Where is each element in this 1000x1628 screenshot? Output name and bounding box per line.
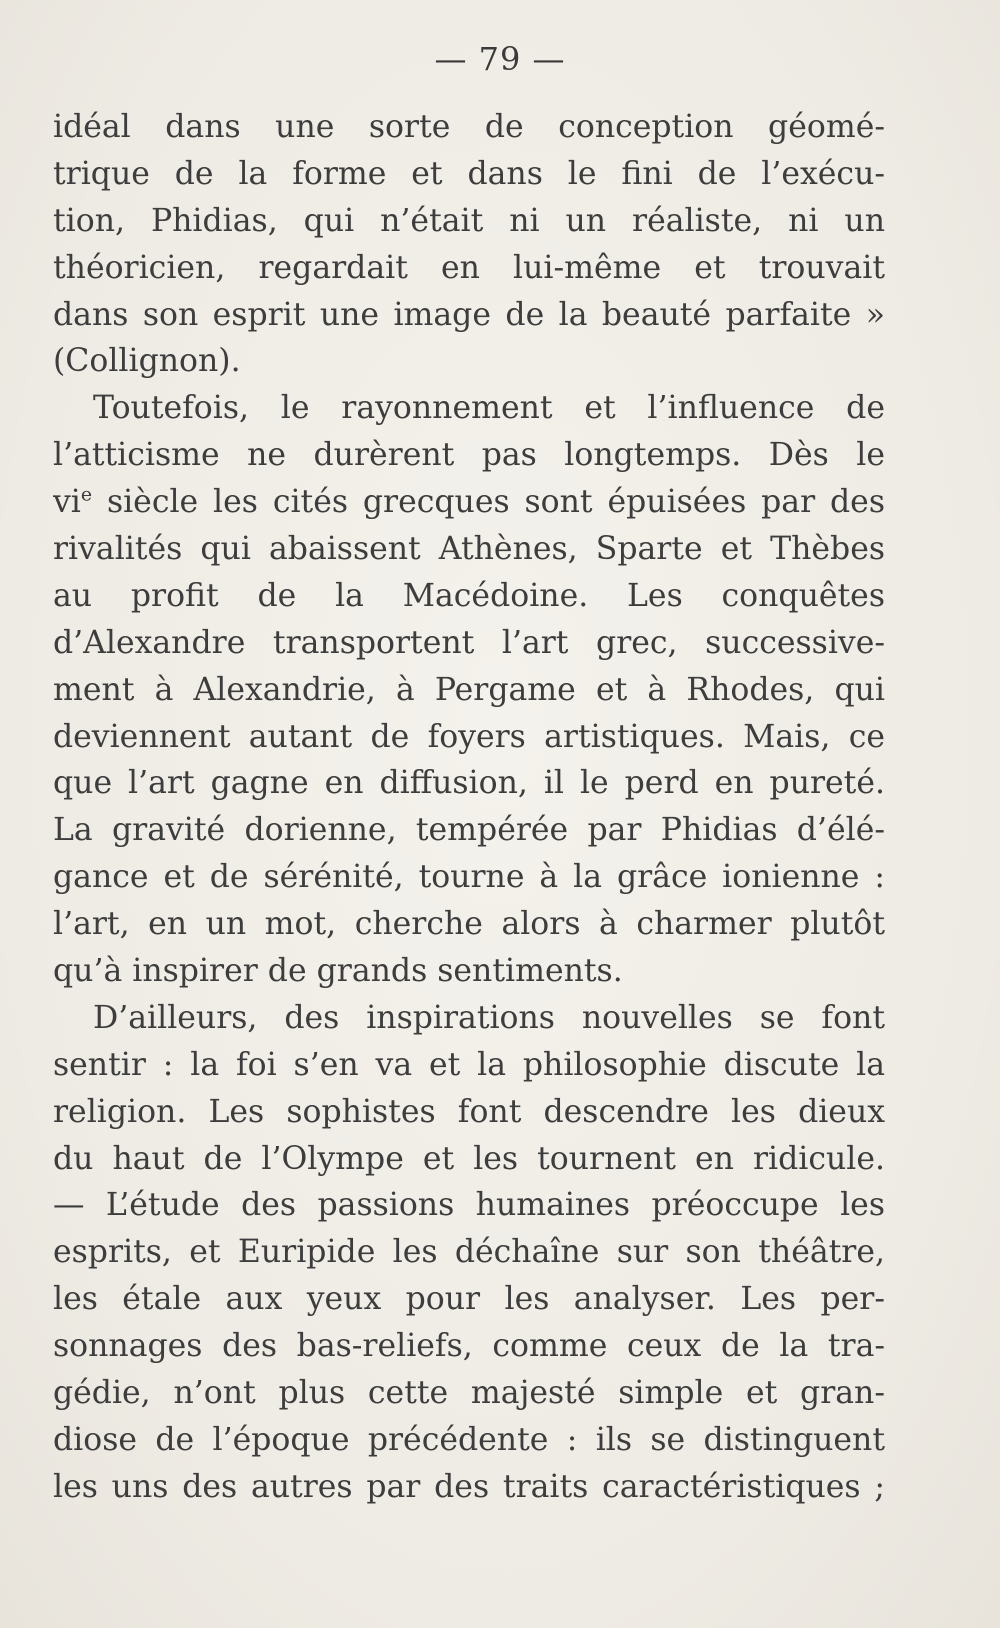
text-line: D’ailleurs, des inspirations nouvelles se font	[93, 999, 885, 1036]
text-line: deviennent autant de foyers artistiques. Mais, ce	[53, 718, 885, 755]
body-text	[53, 104, 885, 1511]
text-line: (Collignon).	[53, 343, 241, 380]
text-line: qu’à inspirer de grands sentiments.	[53, 953, 623, 990]
text-line: sonnages des bas-reliefs, comme ceux de la tra-	[53, 1328, 885, 1365]
text-line: du haut de l’Olympe et les tournent en ridicule.	[53, 1140, 885, 1177]
page-number: — 79 —	[434, 40, 566, 78]
text-line: diose de l’époque précédente : ils se distinguent	[53, 1421, 885, 1458]
text-line: gédie, n’ont plus cette majesté simple et gran-	[53, 1375, 885, 1412]
text-line: les uns des autres par des traits caractéristiques ;	[53, 1468, 885, 1505]
text-line: tion, Phidias, qui n’était ni un réaliste, ni un	[53, 202, 885, 239]
text-line: ment à Alexandrie, à Pergame et à Rhodes, qui	[53, 671, 885, 708]
text-line: esprits, et Euripide les déchaîne sur son théâtre,	[53, 1234, 885, 1271]
text-line: La gravité dorienne, tempérée par Phidias d’élé-	[53, 812, 885, 849]
text-line: théoricien, regardait en lui-même et trouvait	[53, 249, 885, 286]
text-line: Toutefois, le rayonnement et l’influence de	[93, 390, 885, 427]
text-line: les étale aux yeux pour les analyser. Les per-	[53, 1281, 885, 1318]
text-line: gance et de sérénité, tourne à la grâce ionienne :	[53, 859, 885, 896]
text-line: trique de la forme et dans le fini de l’exécu-	[53, 155, 885, 192]
text-line-prefix: vi	[53, 484, 81, 521]
text-line: d’Alexandre transportent l’art grec, successive-	[53, 624, 885, 661]
text-line: au profit de la Macédoine. Les conquêtes	[53, 577, 885, 614]
text-line	[53, 479, 885, 526]
text-line: sentir : la foi s’en va et la philosophie discute la	[53, 1046, 885, 1083]
text-line: — L’étude des passions humaines préoccupe les	[53, 1187, 885, 1224]
text-line: dans son esprit une image de la beauté parfaite »	[53, 296, 885, 333]
text-line: rivalités qui abaissent Athènes, Sparte et Thèbes	[53, 531, 885, 568]
superscript: e	[80, 483, 93, 506]
text-line: idéal dans une sorte de conception géomé-	[53, 109, 885, 145]
text-line: que l’art gagne en diffusion, il le perd en pureté.	[53, 765, 885, 802]
text-line: l’art, en un mot, cherche alors à charmer plutôt	[53, 906, 885, 943]
text-line: religion. Les sophistes font descendre les dieux	[53, 1093, 885, 1130]
text-line-rest: siècle les cités grecques sont épuisées par des	[92, 484, 885, 521]
text-line: l’atticisme ne durèrent pas longtemps. Dès le	[53, 437, 885, 474]
